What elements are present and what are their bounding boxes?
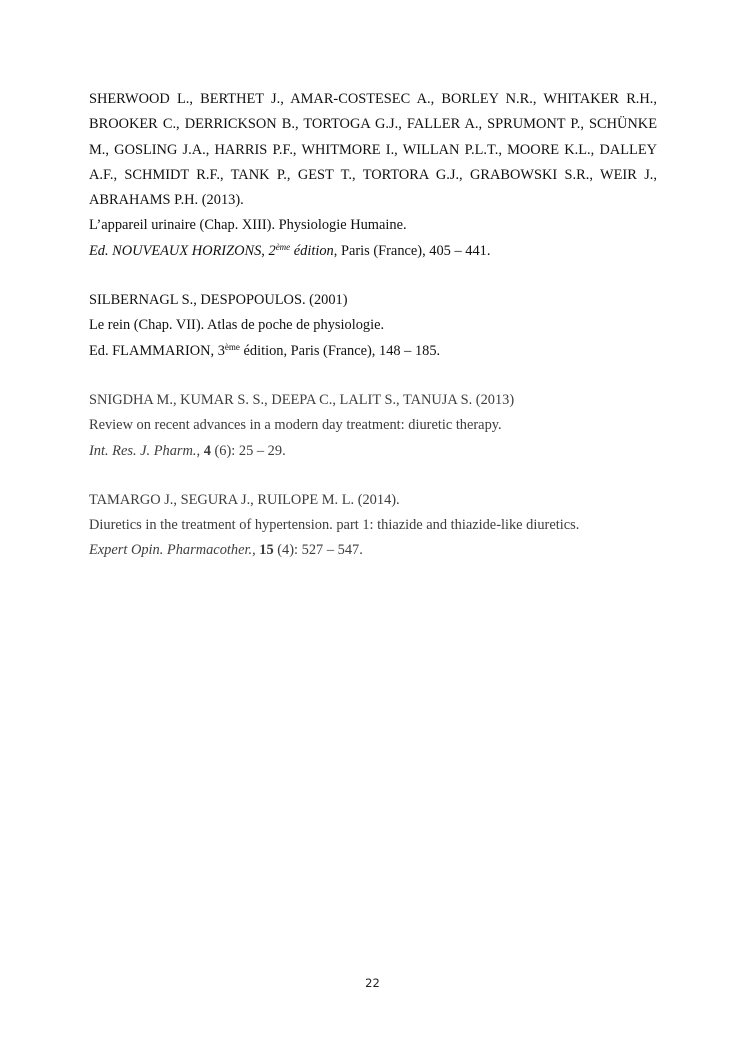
source-details: (4): 527 – 547. — [273, 542, 363, 559]
source-details: , Paris (France), 405 – 441. — [333, 242, 491, 259]
reference-source — [89, 339, 657, 364]
reference-entry-tamargo — [89, 488, 657, 564]
reference-source — [89, 239, 657, 264]
edition-superscript: ème — [224, 341, 240, 352]
journal-name: Int. Res. J. Pharm. — [89, 442, 197, 459]
publisher-name: Ed. NOUVEAUX HORIZONS — [89, 242, 262, 259]
journal-volume: 4 — [203, 442, 211, 459]
journal-volume: 15 — [259, 542, 274, 559]
reference-title: Le rein (Chap. VII). Atlas de poche de physiologie. — [89, 317, 385, 334]
page-number: 22 — [365, 976, 380, 990]
reference-authors: SNIGDHA M., KUMAR S. S., DEEPA C., LALIT S., TANUJA S. (2013) — [89, 391, 515, 408]
source-details: édition, Paris (France), 148 – 185. — [239, 342, 441, 359]
reference-authors: SILBERNAGL S., DESPOPOULOS. (2001) — [89, 292, 348, 309]
bibliography — [89, 87, 657, 588]
source-separator: , — [196, 442, 204, 459]
edition-word: édition — [290, 242, 334, 259]
reference-entry-silbernagl — [89, 288, 657, 364]
edition-number: 2 — [268, 242, 276, 259]
reference-source — [89, 538, 657, 563]
source-separator: , — [261, 242, 269, 259]
edition-superscript: ème — [275, 241, 291, 252]
reference-entry-sherwood — [89, 87, 657, 264]
journal-name: Expert Opin. Pharmacother., — [89, 542, 256, 559]
source-details: (6): 25 – 29. — [210, 442, 286, 459]
reference-title: Diuretics in the treatment of hypertension. part 1: thiazide and thiazide-like diuretics. — [89, 517, 580, 534]
reference-entry-snigdha — [89, 388, 657, 464]
source-publisher: Ed. FLAMMARION, 3 — [89, 342, 225, 359]
reference-authors: TAMARGO J., SEGURA J., RUILOPE M. L. (2014). — [89, 491, 400, 508]
reference-title: L’appareil urinaire (Chap. XIII). Physiologie Humaine. — [89, 217, 407, 234]
reference-title: Review on recent advances in a modern day treatment: diuretic therapy. — [89, 417, 502, 434]
reference-authors: SHERWOOD L., BERTHET J., AMAR-COSTESEC A., BORLEY N.R., WHITAKER R.H., BROOKER C., DERRICKSON B., TORTOGA G.J., FALLER A., SPRUMONT P., SCHÜNKE M., GOSLING J.A., HARRIS P.F., WHITMORE I., WILLAN P.L.T., MOORE K.L., DALLEY A.F., SCHMIDT R.F., TANK P., GEST T., TORTORA G.J., GRABOWSKI S.R., WEIR J., ABRAHAMS P.H. (2013). — [89, 91, 657, 209]
reference-source — [89, 439, 657, 464]
